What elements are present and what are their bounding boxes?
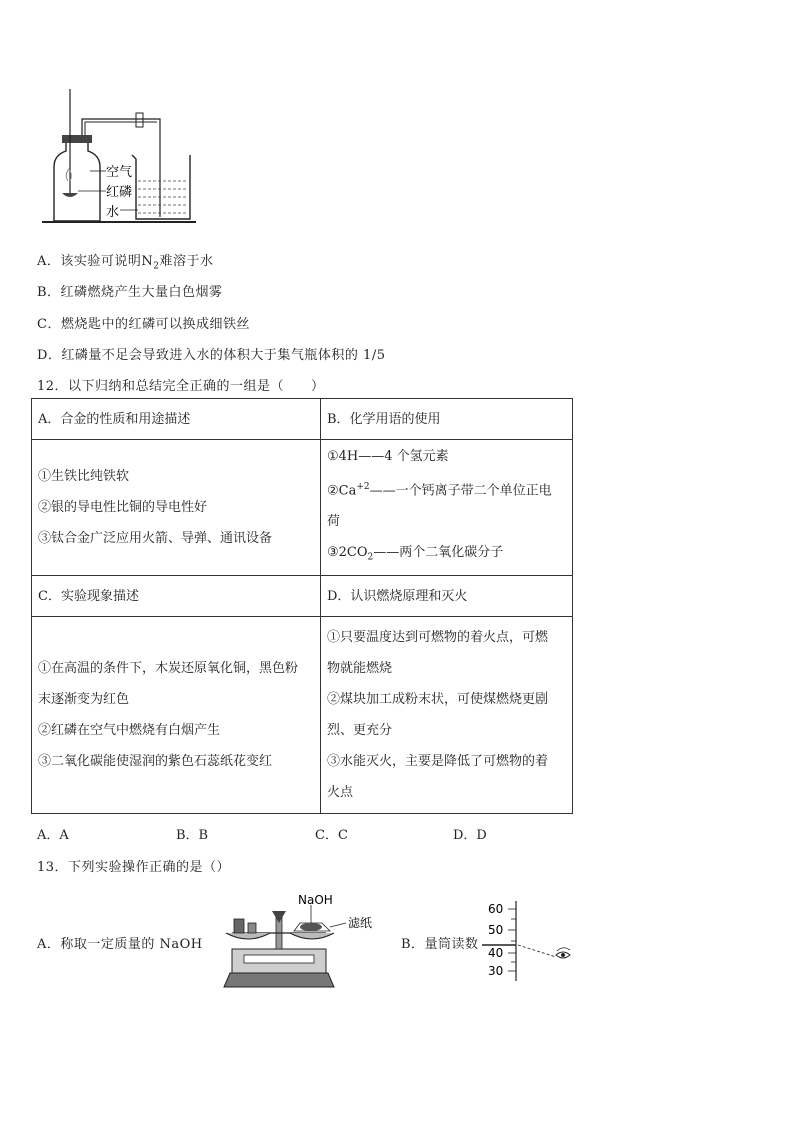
label-water: 水 — [106, 205, 120, 220]
q11-option-a: A．该实验可说明$N_2$难溶于水 — [37, 254, 214, 272]
cell-b-body: ①4H——4 个氢元素 $②Ca^{+2}——$一个钙离子带二个单位正电 荷 $③2CO_2——$两个二氧化碳分子 — [321, 440, 573, 576]
weight-large — [234, 919, 244, 933]
balance-scale-bar — [244, 955, 314, 963]
balance-base — [224, 973, 334, 987]
q12-choice-d: D．D — [453, 828, 487, 843]
cylinder-ticks — [508, 909, 516, 971]
q13-stem: 13．下列实验操作正确的是（） — [37, 860, 231, 875]
eye-icon — [556, 948, 570, 958]
tick-50: 50 — [488, 923, 504, 937]
label-naoh: NaOH — [298, 893, 333, 907]
graduated-cylinder-figure — [480, 899, 575, 983]
label-filter-paper: 滤纸 — [348, 916, 373, 930]
right-pan — [290, 933, 334, 939]
tick-40: 40 — [488, 946, 504, 960]
cell-c-header: C．实验现象描述 — [32, 576, 321, 617]
cell-a-header: A．合金的性质和用途描述 — [32, 399, 321, 440]
cell-a-body: ①生铁比纯铁软 ②银的导电性比铜的导电性好 ③钛合金广泛应用火箭、导弹、通讯设备 — [32, 440, 321, 576]
cell-c-body: ①在高温的条件下，木炭还原氧化铜，黑色粉 末逐渐变为红色 ②红磷在空气中燃烧有白烟产生 ③二氧化碳能使湿润的紫色石蕊纸花变红 — [32, 617, 321, 814]
tick-30: 30 — [488, 964, 504, 978]
phosphorus-apparatus-figure — [40, 85, 210, 225]
q11-option-d: D．红磷量不足会导致进入水的体积大于集气瓶体积的 1/5 — [37, 348, 386, 363]
label-phosphorus: 红磷 — [106, 185, 133, 200]
q12-stem: 12．以下归纳和总结完全正确的一组是（ ） — [37, 379, 325, 394]
naoh-pellets — [300, 923, 322, 931]
q13-option-a: A．称取一定质量的 NaOH — [37, 937, 203, 952]
weight-small — [248, 923, 256, 933]
combustion-spoon — [62, 193, 78, 197]
beaker — [132, 155, 190, 219]
q13-option-b: B．量筒读数 — [401, 937, 479, 952]
cell-d-header: D．认识燃烧原理和灭火 — [321, 576, 573, 617]
q12-choice-b: B．B — [176, 828, 209, 843]
cell-d-body: ①只要温度达到可燃物的着火点，可燃 物就能燃烧 ②煤块加工成粉末状，可使煤燃烧更剧 烈、更充分 ③水能灭火，主要是降低了可燃物的着 火点 — [321, 617, 573, 814]
balance-figure — [218, 893, 388, 989]
gas-bottle — [54, 141, 100, 221]
q11-option-b: B．红磷燃烧产生大量白色烟雾 — [37, 285, 223, 300]
left-pan — [226, 933, 270, 939]
q12-table — [31, 398, 573, 814]
bottle-stopper — [62, 135, 92, 143]
q11-option-c: C．燃烧匙中的红磷可以换成细铁丝 — [37, 317, 250, 332]
tick-60: 60 — [488, 902, 504, 916]
sight-line — [518, 945, 556, 957]
water-lines — [138, 181, 188, 213]
label-air: 空气 — [106, 165, 133, 180]
cell-b-header: B．化学用语的使用 — [321, 399, 573, 440]
q12-choice-a: A．A — [37, 828, 69, 843]
clamp — [136, 113, 143, 127]
q12-choice-c: C．C — [315, 828, 348, 843]
